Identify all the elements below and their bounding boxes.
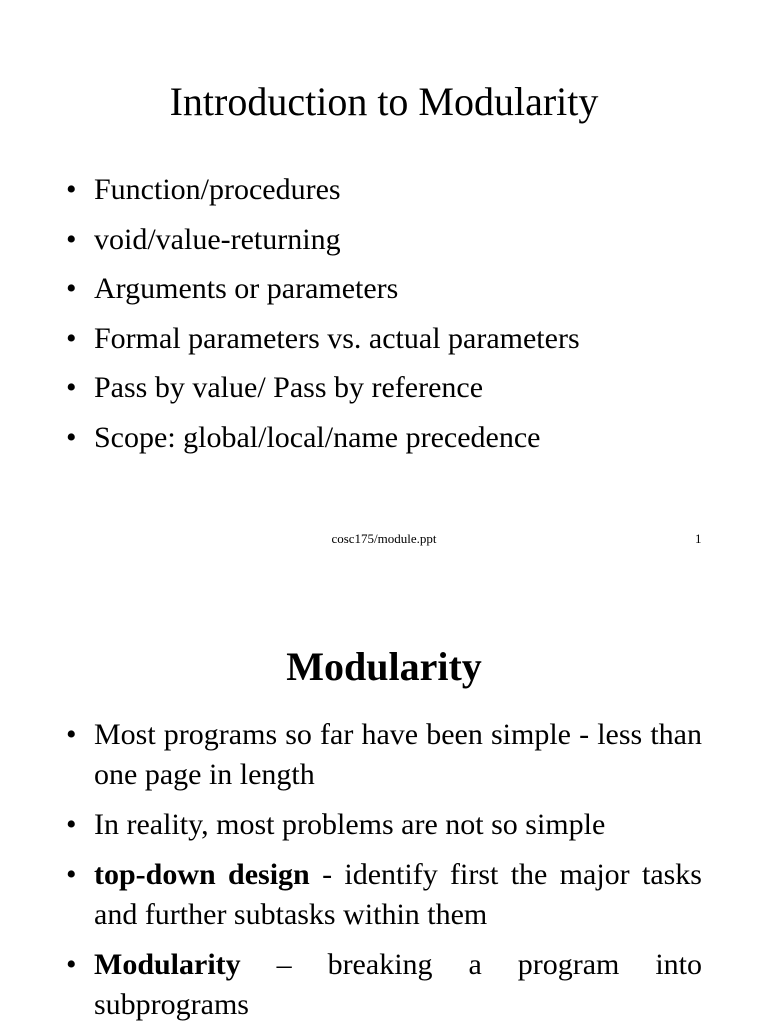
list-item	[66, 321, 706, 371]
slide-footer-filename: cosc175/module.ppt	[331, 531, 437, 546]
slide-2	[0, 580, 768, 1024]
list-item	[66, 222, 706, 272]
slide-2-title: Modularity	[286, 644, 482, 689]
list-item	[66, 805, 702, 845]
slide-page-number: 1	[695, 531, 702, 546]
bullet-icon: •	[66, 371, 77, 404]
list-item	[66, 715, 702, 795]
slide-1-bullet-list	[66, 172, 706, 469]
list-item-bold-term: Modularity	[94, 948, 241, 981]
slide-2-bullet-list	[66, 715, 702, 1025]
list-item	[66, 855, 702, 935]
bullet-icon: •	[66, 321, 77, 355]
list-item-text: – breaking a program into subprograms	[94, 948, 702, 1021]
list-item	[66, 945, 702, 1025]
list-item-text: Function/procedures	[94, 173, 341, 206]
bullet-icon: •	[66, 718, 77, 751]
list-item-text: - identify first the major tasks and further subtasks within them	[94, 858, 702, 931]
list-item	[66, 370, 706, 420]
list-item	[66, 172, 706, 222]
list-item-text: Scope: global/local/name precedence	[94, 420, 541, 454]
list-item-text: void/value-returning	[94, 222, 341, 256]
bullet-icon: •	[66, 420, 77, 454]
list-item-text: In reality, most problems are not so simple	[94, 808, 606, 841]
list-item	[66, 271, 706, 321]
bullet-icon: •	[66, 222, 77, 256]
bullet-icon: •	[66, 808, 77, 841]
list-item-bold-term: top-down design	[94, 858, 310, 891]
list-item-text: Most programs so far have been simple - less than one page in length	[94, 718, 702, 791]
list-item	[66, 420, 706, 470]
bullet-icon: •	[66, 858, 77, 891]
list-item-text: Pass by value/ Pass by reference	[94, 371, 484, 404]
list-item-text: Formal parameters vs. actual parameters	[94, 321, 580, 355]
list-item-text: Arguments or parameters	[94, 272, 399, 305]
bullet-icon: •	[66, 948, 77, 981]
bullet-icon: •	[66, 272, 77, 305]
slide-1-title: Introduction to Modularity	[169, 79, 599, 124]
bullet-icon: •	[66, 173, 77, 206]
